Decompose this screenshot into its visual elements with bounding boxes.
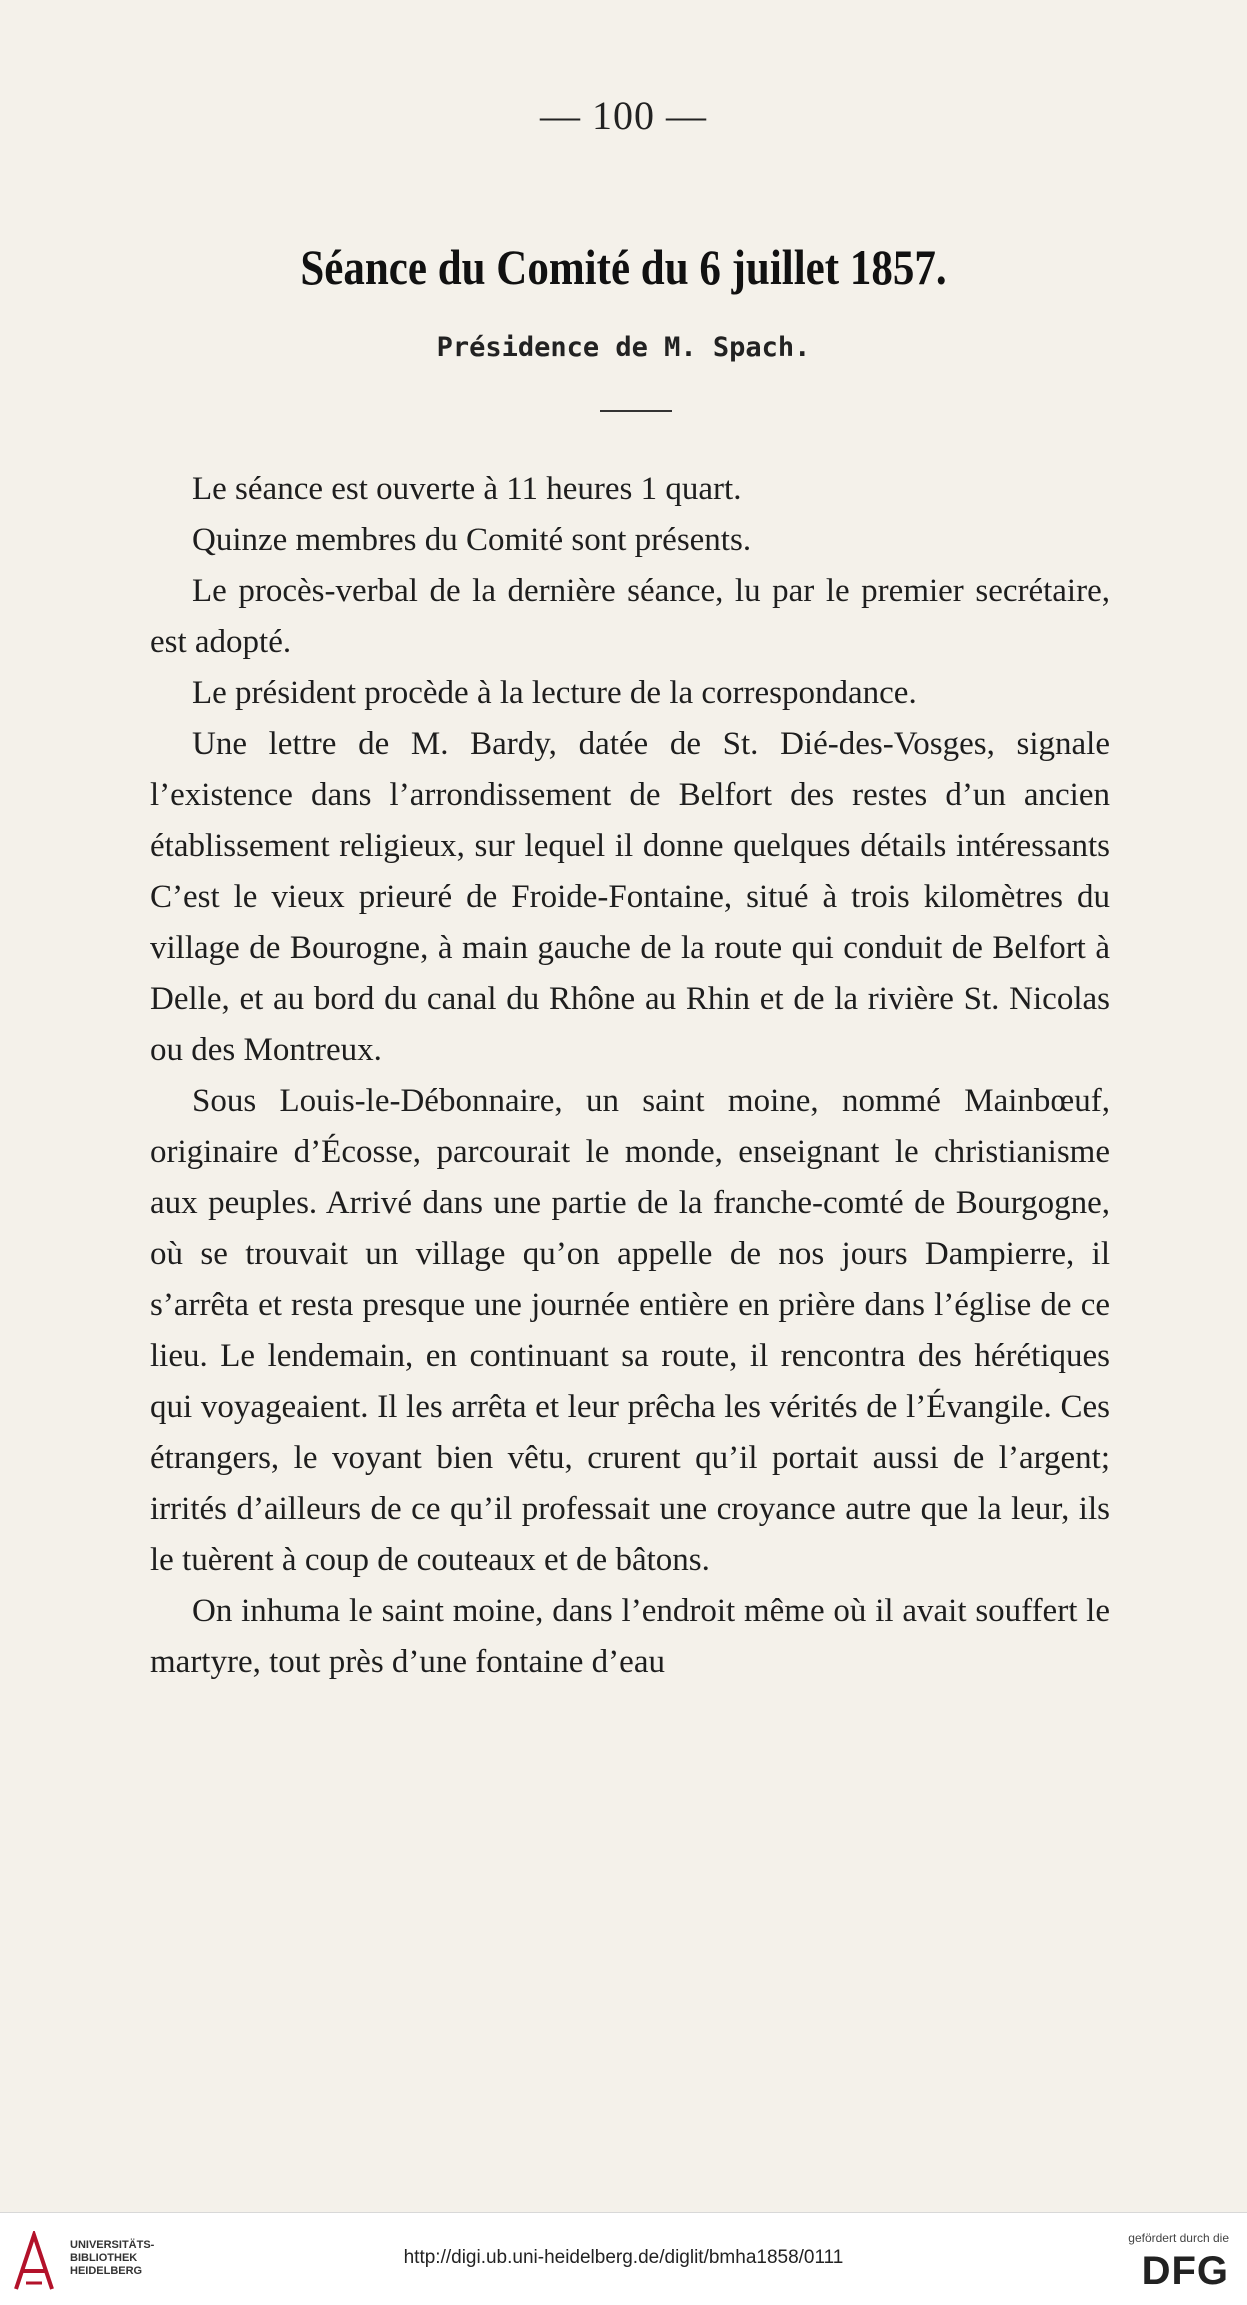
dfg-logo: DFG [1141,2249,1229,2293]
paragraph: Le procès-verbal de la dernière séance, lu par le premier secrétaire, est adopté. [150,573,1110,660]
session-title: Séance du Comité du 6 juillet 1857. [300,239,947,295]
viewer-footer [0,2212,1247,2305]
library-line: BIBLIOTHEK [70,2252,138,2264]
paragraph: Une lettre de M. Bardy, datée de St. Dié-des-Vosges, signale l’existence dans l’arrondissement de Belfort des restes d’un ancien établissement religieux, sur lequel il donne quelques détails intéressants C’est le vieux prieuré de Froide-Fontaine, situé à trois kilomètres du village de Bourogne, à main gauche de la route qui conduit de Belfort à Delle, et au bord du canal du Rhône au Rhin et de la rivière St. Nicolas ou des Montreux. [150,726,1110,1068]
paragraph: Sous Louis-le-Débonnaire, un saint moine, nommé Mainbœuf, originaire d’Écosse, parcourait le monde, enseignant le christianisme aux peuples. Arrivé dans une partie de la franche-comté de Bourgogne, où se trouvait un village qu’on appelle de nos jours Dampierre, il s’arrêta et resta presque une journée entière en prière dans l’église de ce lieu. Le lendemain, en continuant sa route, il rencontra des hérétiques qui voyageaient. Il les arrêta et leur prêcha les vérités de l’Évangile. Ces étrangers, le voyant bien vêtu, crurent qu’il portait aussi de l’argent; irrités d’ailleurs de ce qu’il professait une croyance autre que la leur, ils le tuèrent à coup de couteaux et de bâtons. [150,1083,1110,1578]
paragraph: Le séance est ouverte à 11 heures 1 quart. [192,471,742,507]
title-divider [600,410,672,412]
paragraph: Le président procède à la lecture de la correspondance. [192,675,917,711]
library-line: HEIDELBERG [70,2265,143,2277]
funded-by-label: gefördert durch die [1128,2231,1229,2245]
paragraph: On inhuma le saint moine, dans l’endroit même où il avait souffert le martyre, tout près d’une fontaine d’eau [150,1593,1110,1680]
paragraph: Quinze membres du Comité sont présents. [192,522,752,558]
library-line: UNIVERSITÄTS- [70,2239,155,2251]
page-number: — 100 — [540,93,707,138]
body-text [150,464,1110,1688]
permalink-url[interactable]: http://digi.ub.uni-heidelberg.de/diglit/bmha1858/0111 [403,2247,844,2268]
presidency-line: Présidence de M. Spach. [436,332,811,363]
